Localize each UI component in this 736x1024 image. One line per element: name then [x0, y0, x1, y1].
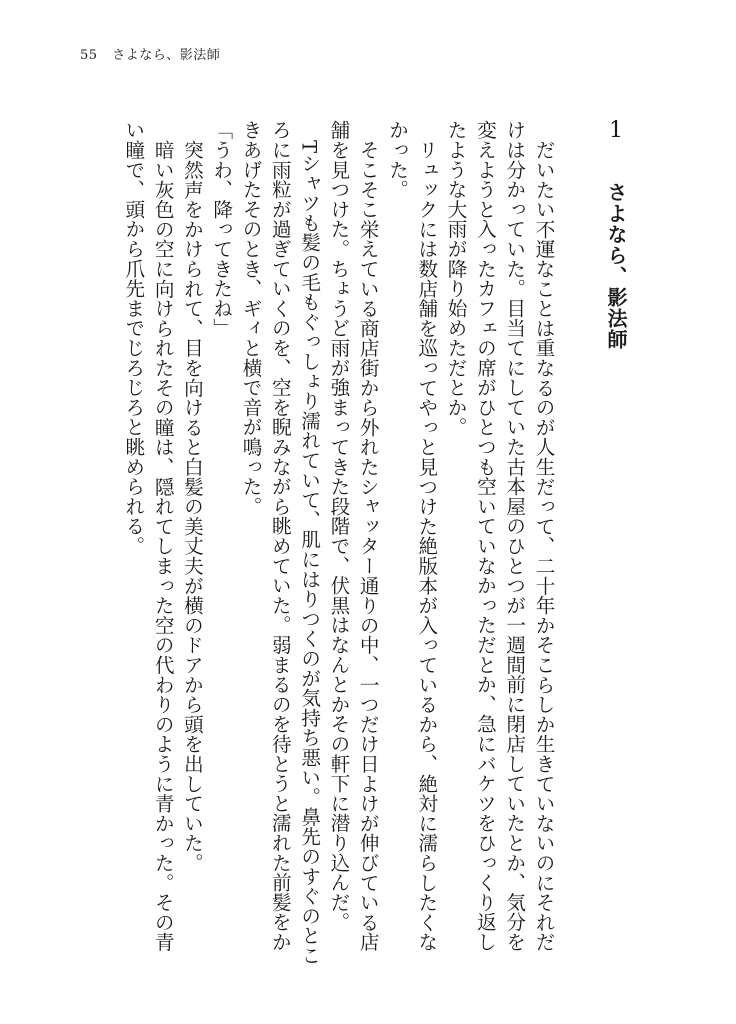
body-text: [119, 120, 558, 970]
running-title: さよなら、影法師: [112, 48, 221, 63]
page-number: 55: [80, 48, 98, 63]
paragraph: Tシャツも髪の毛もぐっしょり濡れていて、肌にはりつくのが気持ち悪い。鼻先のすぐのところに雨粒が過ぎていくのを、空を睨みながら眺めていた。弱まるのを待とうと濡れた前髪をかきあげたそのとき、ギィと横で音が鳴った。: [239, 120, 321, 965]
chapter-heading: [572, 120, 634, 350]
dialogue-line: 「うわ、降ってきたね」: [209, 120, 233, 338]
paragraph: 突然声をかけられて、目を向けると白髪の美丈夫が横のドアから頭を出していた。: [180, 139, 204, 873]
paragraph: そこそこ栄えている商店街から外れたシャッター通りの中、一つだけ日よけが伸びている店舗を見つけた。ちょうど雨が強まってきた段階で、伏黒はなんとかその軒下に潜り込んだ。: [326, 120, 380, 952]
paragraph: 暗い灰色の空に向けられたその瞳は、隠れてしまった空の代わりのように青かった。その青い瞳で、頭から爪先までじろじろと眺められる。: [121, 120, 175, 952]
running-header: [80, 44, 220, 63]
paragraph: だいたい不運なことは重なるのが人生だって、二十年かそこらしか生きていないのにそれだけは分かっていた。目当てにしていた古本屋のひとつが一週間前に閉店していたとか、気分を変えようと入ったカフェの席がひとつも空いていなかっただとか、急にバケツをひっくり返したような大雨が降り始めただとか。: [444, 120, 555, 952]
chapter-number: 1: [609, 118, 623, 143]
chapter-title: さよなら、影法師: [604, 182, 628, 350]
paragraph: リュックには数店舗を巡ってやっと見つけた絶版本が入っているから、絶対に濡らしたくなかった。: [385, 120, 438, 952]
